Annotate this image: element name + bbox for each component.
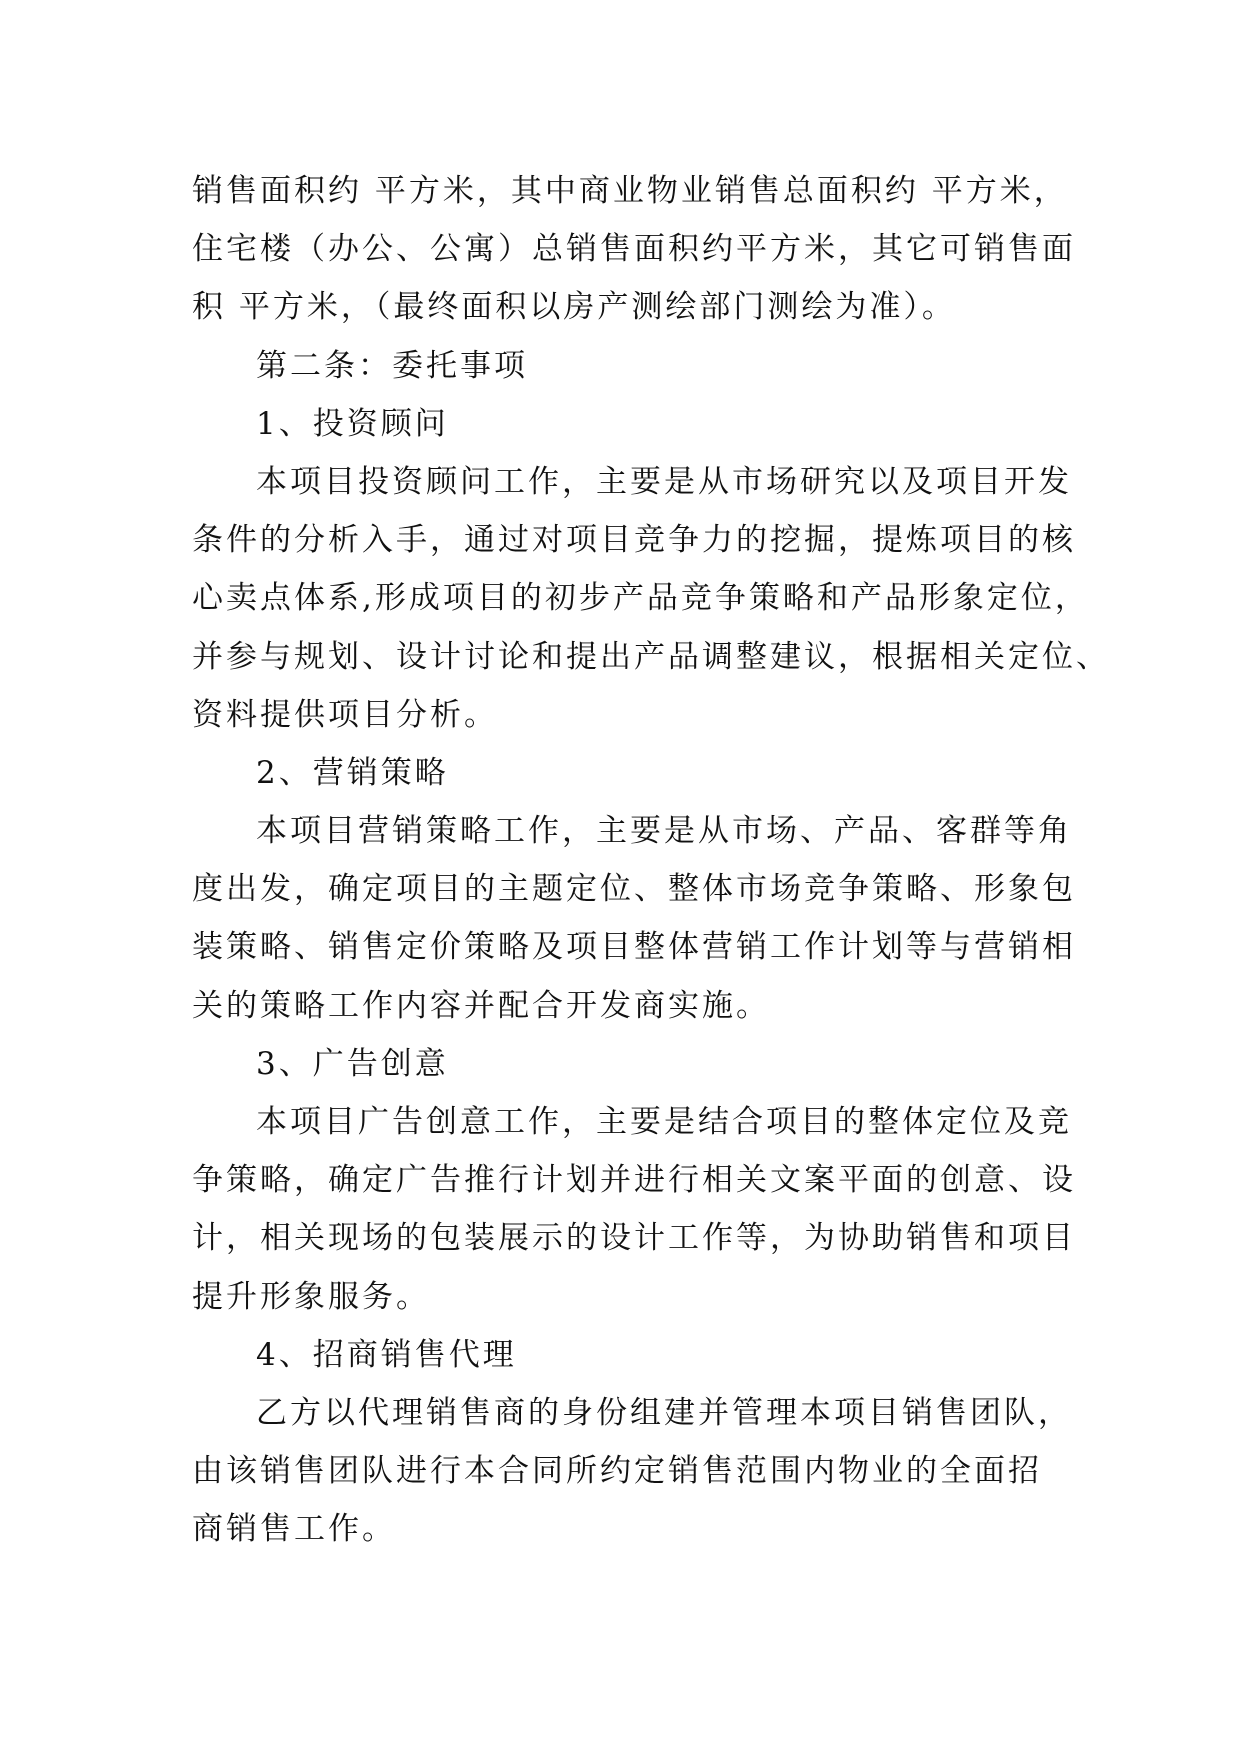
paragraph-line: 本项目广告创意工作，主要是结合项目的整体定位及竞 [256, 1104, 1072, 1140]
paragraph-line: 装策略、销售定价策略及项目整体营销工作计划等与营销相 [192, 929, 1076, 966]
paragraph-line: 提升形象服务。 [192, 1278, 430, 1315]
paragraph-line: 积 平方米，（最终面积以房产测绘部门测绘为准）。 [192, 289, 956, 326]
paragraph-line: 商销售工作。 [192, 1511, 396, 1548]
paragraph-line: 并参与规划、设计讨论和提出产品调整建议，根据相关定位、 [192, 638, 1110, 675]
paragraph-line: 心卖点体系,形成项目的初步产品竞争策略和产品形象定位， [192, 580, 1089, 617]
paragraph-line: 本项目投资顾问工作，主要是从市场研究以及项目开发 [256, 463, 1072, 500]
paragraph-line: 由该销售团队进行本合同所约定销售范围内物业的全面招 [192, 1453, 1042, 1490]
subsection-heading-sales-agency: 4、招商销售代理 [256, 1336, 517, 1373]
paragraph-line: 销售面积约 平方米，其中商业物业销售总面积约 平方米， [192, 173, 1068, 209]
paragraph-line: 计，相关现场的包装展示的设计工作等，为协助销售和项目 [192, 1220, 1076, 1257]
paragraph-line: 乙方以代理销售商的身份组建并管理本项目销售团队， [256, 1394, 1072, 1431]
document-body [192, 162, 1110, 1559]
paragraph-line: 条件的分析入手，通过对项目竞争力的挖掘，提炼项目的核 [192, 522, 1076, 559]
paragraph-line: 资料提供项目分析。 [192, 696, 498, 733]
paragraph-line: 度出发，确定项目的主题定位、整体市场竞争策略、形象包 [192, 871, 1076, 908]
subsection-heading-marketing-strategy: 2、营销策略 [256, 754, 449, 791]
paragraph-line: 住宅楼（办公、公寓）总销售面积约平方米，其它可销售面 [192, 231, 1076, 268]
paragraph-line: 关的策略工作内容并配合开发商实施。 [192, 987, 770, 1024]
subsection-heading-investment-consulting: 1、投资顾问 [256, 405, 449, 442]
paragraph-line: 本项目营销策略工作，主要是从市场、产品、客群等角 [256, 813, 1072, 850]
paragraph-line: 争策略，确定广告推行计划并进行相关文案平面的创意、设 [192, 1162, 1076, 1199]
section-heading-article-2: 第二条：委托事项 [256, 347, 528, 384]
subsection-heading-advertising-creative: 3、广告创意 [256, 1045, 449, 1082]
